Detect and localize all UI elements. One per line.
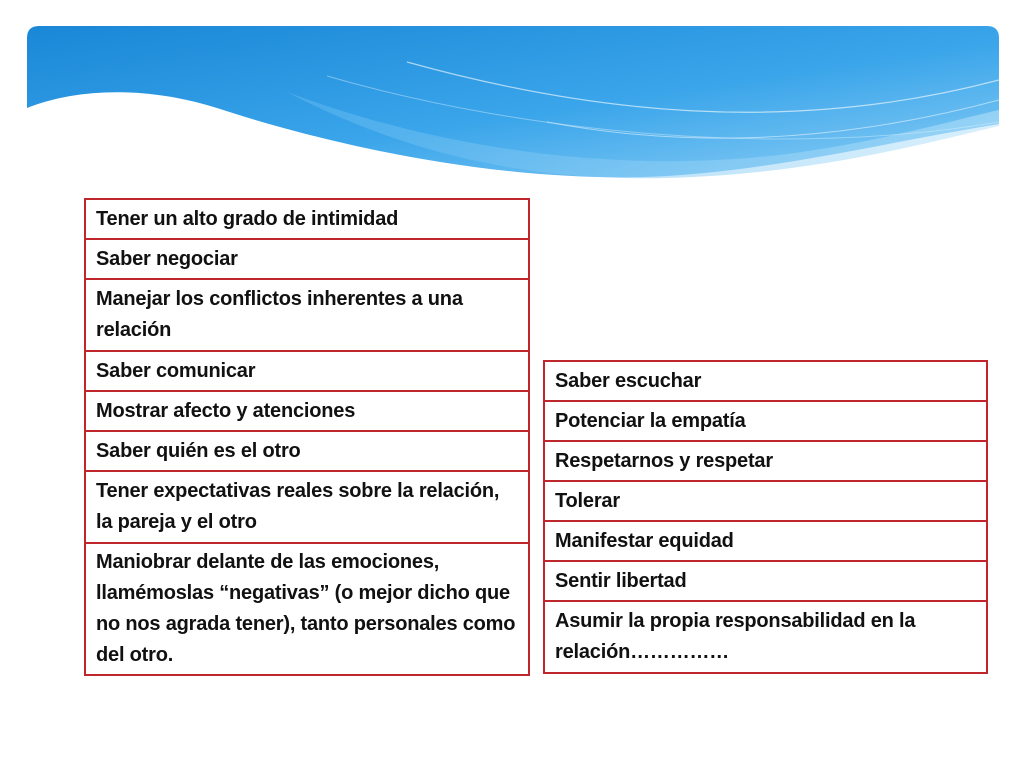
table-row [85, 391, 529, 431]
table-cell: Saber quién es el otro [85, 431, 529, 471]
table-cell: Maniobrar delante de las emociones, llamémoslas “negativas” (o mejor dicho que no nos agrada tener), tanto personales como del otro. [85, 543, 529, 675]
table-cell: Tolerar [544, 481, 987, 521]
table-row [544, 521, 987, 561]
table-cell: Saber comunicar [85, 351, 529, 391]
table-row [85, 199, 529, 239]
table-row [85, 431, 529, 471]
header-banner [27, 26, 999, 186]
wave-decoration [27, 26, 999, 186]
table-row [544, 561, 987, 601]
right-table [543, 360, 988, 674]
left-table [84, 198, 530, 676]
table-cell: Mostrar afecto y atenciones [85, 391, 529, 431]
table-row [85, 351, 529, 391]
table-row [85, 239, 529, 279]
table-cell: Asumir la propia responsabilidad en la relación…………… [544, 601, 987, 673]
table-row [544, 441, 987, 481]
table-row [544, 401, 987, 441]
table-cell: Tener un alto grado de intimidad [85, 199, 529, 239]
table-cell: Respetarnos y respetar [544, 441, 987, 481]
table-cell: Saber negociar [85, 239, 529, 279]
table-cell: Potenciar la empatía [544, 401, 987, 441]
table-cell: Saber escuchar [544, 361, 987, 401]
table-row [544, 361, 987, 401]
table-cell: Manifestar equidad [544, 521, 987, 561]
table-row [85, 543, 529, 675]
table-row [544, 601, 987, 673]
table-row [85, 279, 529, 351]
table-cell: Manejar los conflictos inherentes a una relación [85, 279, 529, 351]
table-cell: Sentir libertad [544, 561, 987, 601]
table-cell: Tener expectativas reales sobre la relación, la pareja y el otro [85, 471, 529, 543]
table-row [85, 471, 529, 543]
table-row [544, 481, 987, 521]
